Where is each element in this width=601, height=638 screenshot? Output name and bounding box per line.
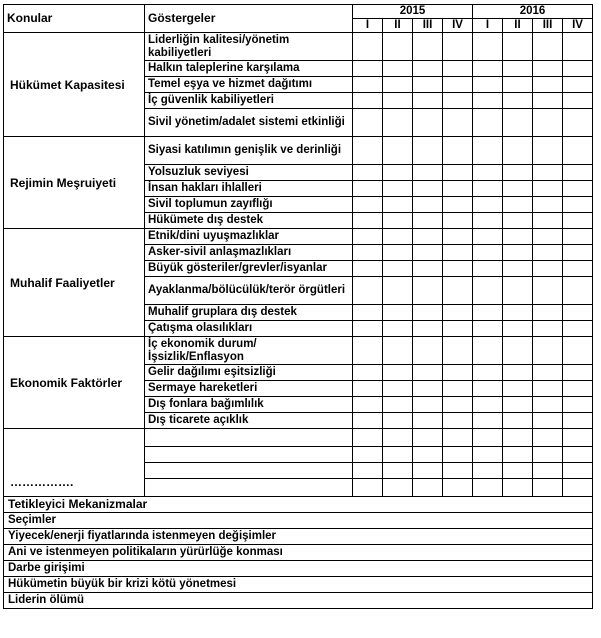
quarter-cell[interactable] (353, 277, 383, 305)
quarter-cell[interactable] (473, 165, 503, 181)
quarter-cell[interactable] (533, 197, 563, 213)
quarter-cell[interactable] (503, 137, 533, 165)
quarter-cell[interactable] (413, 181, 443, 197)
quarter-cell[interactable] (383, 197, 413, 213)
quarter-cell[interactable] (503, 77, 533, 93)
quarter-cell[interactable] (563, 381, 593, 397)
quarter-cell[interactable] (383, 305, 413, 321)
quarter-cell[interactable] (413, 413, 443, 429)
quarter-cell[interactable] (473, 245, 503, 261)
header-indicators: Göstergeler (145, 5, 353, 33)
topic-label: Hükümet Kapasitesi (4, 33, 145, 137)
indicator-row (4, 429, 593, 447)
quarter-cell[interactable] (353, 413, 383, 429)
quarter-cell[interactable] (503, 463, 533, 479)
indicator-label: Sivil toplumun zayıflığı (145, 197, 353, 213)
quarter-cell[interactable] (383, 61, 413, 77)
quarter-cell[interactable] (353, 261, 383, 277)
indicator-label: Yolsuzluk seviyesi (145, 165, 353, 181)
quarter-cell[interactable] (383, 321, 413, 337)
trigger-item: Ani ve istenmeyen politikaların yürürlüğe konması (4, 545, 593, 561)
indicator-label: Muhalif gruplara dış destek (145, 305, 353, 321)
quarter-cell[interactable] (473, 305, 503, 321)
quarter-cell[interactable] (383, 397, 413, 413)
quarter-cell[interactable] (413, 365, 443, 381)
quarter-cell[interactable] (353, 77, 383, 93)
quarter-cell[interactable] (353, 213, 383, 229)
indicator-label: Dış ticarete açıklık (145, 413, 353, 429)
quarter-cell[interactable] (383, 213, 413, 229)
quarter-cell[interactable] (353, 447, 383, 463)
quarter-header: III (413, 19, 443, 33)
quarter-cell[interactable] (503, 165, 533, 181)
quarter-cell[interactable] (563, 463, 593, 479)
quarter-cell[interactable] (353, 181, 383, 197)
quarter-cell[interactable] (353, 321, 383, 337)
quarter-cell[interactable] (353, 109, 383, 137)
quarter-cell[interactable] (533, 229, 563, 245)
trigger-item: Liderin ölümü (4, 593, 593, 609)
quarter-cell[interactable] (443, 429, 473, 447)
indicator-label: Ayaklanma/bölücülük/terör örgütleri (145, 277, 353, 305)
quarter-cell[interactable] (473, 381, 503, 397)
indicator-label: Hükümete dış destek (145, 213, 353, 229)
topic-label: Rejimin Meşruiyeti (4, 137, 145, 229)
indicator-label: Sermaye hareketleri (145, 381, 353, 397)
quarter-cell[interactable] (353, 305, 383, 321)
quarter-cell[interactable] (533, 165, 563, 181)
trigger-item: Seçimler (4, 513, 593, 529)
quarter-cell[interactable] (413, 93, 443, 109)
header-year-2015: 2015 (353, 5, 473, 19)
quarter-cell[interactable] (443, 479, 473, 497)
header-year-2016: 2016 (473, 5, 593, 19)
quarter-cell[interactable] (443, 305, 473, 321)
quarter-cell[interactable] (473, 447, 503, 463)
quarter-cell[interactable] (443, 229, 473, 245)
quarter-cell[interactable] (353, 381, 383, 397)
quarter-cell[interactable] (563, 181, 593, 197)
trigger-row (4, 561, 593, 577)
quarter-cell[interactable] (353, 479, 383, 497)
quarter-cell[interactable] (563, 261, 593, 277)
quarter-cell[interactable] (413, 33, 443, 61)
quarter-cell[interactable] (533, 277, 563, 305)
quarter-cell[interactable] (353, 337, 383, 365)
quarter-cell[interactable] (473, 197, 503, 213)
quarter-cell[interactable] (413, 337, 443, 365)
quarter-header: II (383, 19, 413, 33)
trigger-item: Hükümetin büyük bir krizi kötü yönetmesi (4, 577, 593, 593)
quarter-cell[interactable] (383, 479, 413, 497)
quarter-cell[interactable] (473, 429, 503, 447)
quarter-cell[interactable] (413, 61, 443, 77)
quarter-cell[interactable] (413, 109, 443, 137)
quarter-header: I (353, 19, 383, 33)
quarter-cell[interactable] (443, 213, 473, 229)
quarter-cell[interactable] (533, 365, 563, 381)
quarter-cell[interactable] (353, 429, 383, 447)
quarter-cell[interactable] (563, 321, 593, 337)
quarter-cell[interactable] (563, 245, 593, 261)
quarter-cell[interactable] (563, 229, 593, 245)
quarter-cell[interactable] (383, 165, 413, 181)
quarter-cell[interactable] (443, 397, 473, 413)
quarter-header: III (533, 19, 563, 33)
quarter-cell[interactable] (413, 245, 443, 261)
quarter-cell[interactable] (533, 479, 563, 497)
trigger-row (4, 545, 593, 561)
indicator-label: Liderliğin kalitesi/yönetim kabiliyetleri (145, 33, 353, 61)
quarter-cell[interactable] (503, 365, 533, 381)
quarter-cell[interactable] (383, 381, 413, 397)
quarter-cell[interactable] (473, 261, 503, 277)
quarter-cell[interactable] (473, 77, 503, 93)
quarter-cell[interactable] (533, 447, 563, 463)
indicator-label (145, 479, 353, 497)
quarter-cell[interactable] (353, 397, 383, 413)
indicator-label: Temel eşya ve hizmet dağıtımı (145, 77, 353, 93)
quarter-cell[interactable] (353, 33, 383, 61)
quarter-cell[interactable] (563, 77, 593, 93)
indicator-label: Siyasi katılımın genişlik ve derinliği (145, 137, 353, 165)
quarter-cell[interactable] (503, 413, 533, 429)
quarter-cell[interactable] (563, 397, 593, 413)
quarter-cell[interactable] (533, 337, 563, 365)
quarter-cell[interactable] (383, 447, 413, 463)
quarter-cell[interactable] (353, 197, 383, 213)
quarter-cell[interactable] (383, 429, 413, 447)
quarter-cell[interactable] (503, 447, 533, 463)
quarter-cell[interactable] (503, 337, 533, 365)
quarter-cell[interactable] (563, 93, 593, 109)
quarter-cell[interactable] (353, 245, 383, 261)
quarter-cell[interactable] (533, 213, 563, 229)
quarter-cell[interactable] (353, 61, 383, 77)
indicator-label: Asker-sivil anlaşmazlıkları (145, 245, 353, 261)
quarter-cell[interactable] (533, 245, 563, 261)
quarter-cell[interactable] (443, 197, 473, 213)
quarter-cell[interactable] (473, 229, 503, 245)
indicator-label (145, 463, 353, 479)
topic-label: ……………. (4, 429, 145, 497)
quarter-cell[interactable] (563, 33, 593, 61)
quarter-cell[interactable] (503, 229, 533, 245)
quarter-cell[interactable] (443, 277, 473, 305)
quarter-cell[interactable] (563, 213, 593, 229)
quarter-cell[interactable] (443, 61, 473, 77)
indicator-label (145, 429, 353, 447)
quarter-cell[interactable] (443, 93, 473, 109)
quarter-cell[interactable] (413, 77, 443, 93)
indicator-label: İnsan hakları ihlalleri (145, 181, 353, 197)
quarter-cell[interactable] (443, 77, 473, 93)
quarter-cell[interactable] (413, 277, 443, 305)
quarter-cell[interactable] (413, 305, 443, 321)
quarter-cell[interactable] (533, 33, 563, 61)
quarter-cell[interactable] (503, 93, 533, 109)
indicator-row (4, 229, 593, 245)
quarter-cell[interactable] (563, 447, 593, 463)
quarter-cell[interactable] (503, 261, 533, 277)
quarter-cell[interactable] (443, 33, 473, 61)
quarter-cell[interactable] (443, 109, 473, 137)
quarter-cell[interactable] (533, 463, 563, 479)
quarter-cell[interactable] (383, 77, 413, 93)
quarter-cell[interactable] (473, 413, 503, 429)
indicator-label: İç güvenlik kabiliyetleri (145, 93, 353, 109)
quarter-cell[interactable] (383, 365, 413, 381)
quarter-cell[interactable] (533, 61, 563, 77)
quarter-cell[interactable] (533, 93, 563, 109)
indicator-label: Halkın taleplerine karşılama (145, 61, 353, 77)
quarter-cell[interactable] (563, 165, 593, 181)
quarter-cell[interactable] (383, 245, 413, 261)
indicator-label: Dış fonlara bağımlılık (145, 397, 353, 413)
quarter-cell[interactable] (443, 321, 473, 337)
quarter-cell[interactable] (503, 245, 533, 261)
quarter-cell[interactable] (413, 229, 443, 245)
quarter-cell[interactable] (563, 61, 593, 77)
quarter-cell[interactable] (383, 33, 413, 61)
quarter-cell[interactable] (443, 337, 473, 365)
quarter-cell[interactable] (413, 397, 443, 413)
quarter-cell[interactable] (413, 479, 443, 497)
quarter-cell[interactable] (533, 305, 563, 321)
quarter-cell[interactable] (353, 93, 383, 109)
indicator-label: İç ekonomik durum/İşsizlik/Enflasyon (145, 337, 353, 365)
quarter-cell[interactable] (503, 197, 533, 213)
quarter-cell[interactable] (563, 337, 593, 365)
quarter-cell[interactable] (473, 463, 503, 479)
indicator-row (4, 33, 593, 61)
quarter-cell[interactable] (353, 137, 383, 165)
quarter-cell[interactable] (503, 479, 533, 497)
quarter-cell[interactable] (503, 109, 533, 137)
quarter-cell[interactable] (563, 109, 593, 137)
quarter-cell[interactable] (533, 321, 563, 337)
quarter-cell[interactable] (383, 93, 413, 109)
quarter-cell[interactable] (353, 365, 383, 381)
quarter-cell[interactable] (413, 429, 443, 447)
quarter-cell[interactable] (353, 463, 383, 479)
quarter-cell[interactable] (413, 447, 443, 463)
quarter-cell[interactable] (413, 463, 443, 479)
quarter-cell[interactable] (413, 213, 443, 229)
indicator-label (145, 447, 353, 463)
quarter-cell[interactable] (503, 277, 533, 305)
quarter-cell[interactable] (503, 429, 533, 447)
quarter-cell[interactable] (383, 413, 413, 429)
quarter-cell[interactable] (563, 277, 593, 305)
trigger-item: Yiyecek/enerji fiyatlarında istenmeyen değişimler (4, 529, 593, 545)
quarter-cell[interactable] (563, 413, 593, 429)
quarter-cell[interactable] (473, 321, 503, 337)
quarter-cell[interactable] (503, 61, 533, 77)
quarter-cell[interactable] (413, 261, 443, 277)
topic-label: Muhalif Faaliyetler (4, 229, 145, 337)
quarter-cell[interactable] (443, 413, 473, 429)
quarter-cell[interactable] (503, 33, 533, 61)
quarter-cell[interactable] (383, 463, 413, 479)
indicator-label: Gelir dağılımı eşitsizliği (145, 365, 353, 381)
topic-label: Ekonomik Faktörler (4, 337, 145, 429)
quarter-cell[interactable] (443, 463, 473, 479)
quarter-cell[interactable] (473, 213, 503, 229)
quarter-cell[interactable] (503, 305, 533, 321)
quarter-cell[interactable] (473, 365, 503, 381)
quarter-cell[interactable] (503, 181, 533, 197)
header-topics: Konular (4, 5, 145, 33)
quarter-cell[interactable] (533, 181, 563, 197)
quarter-cell[interactable] (533, 137, 563, 165)
indicator-label: Çatışma olasılıkları (145, 321, 353, 337)
quarter-header: IV (443, 19, 473, 33)
quarter-cell[interactable] (563, 479, 593, 497)
quarter-cell[interactable] (353, 165, 383, 181)
quarter-cell[interactable] (473, 33, 503, 61)
indicator-label: Sivil yönetim/adalet sistemi etkinliği (145, 109, 353, 137)
quarter-cell[interactable] (533, 381, 563, 397)
trigger-row (4, 593, 593, 609)
quarter-cell[interactable] (473, 61, 503, 77)
quarter-cell[interactable] (383, 109, 413, 137)
quarter-cell[interactable] (533, 77, 563, 93)
quarter-cell[interactable] (503, 213, 533, 229)
quarter-cell[interactable] (443, 245, 473, 261)
quarter-cell[interactable] (443, 137, 473, 165)
trigger-item: Darbe girişimi (4, 561, 593, 577)
quarter-cell[interactable] (383, 229, 413, 245)
quarter-cell[interactable] (503, 397, 533, 413)
quarter-cell[interactable] (503, 381, 533, 397)
quarter-cell[interactable] (413, 165, 443, 181)
quarter-cell[interactable] (473, 137, 503, 165)
quarter-cell[interactable] (473, 181, 503, 197)
trigger-row (4, 577, 593, 593)
quarter-cell[interactable] (533, 109, 563, 137)
quarter-cell[interactable] (533, 413, 563, 429)
indicator-label: Etnik/dini uyuşmazlıklar (145, 229, 353, 245)
quarter-cell[interactable] (443, 447, 473, 463)
quarter-cell[interactable] (533, 261, 563, 277)
quarter-cell[interactable] (413, 137, 443, 165)
quarter-header: IV (563, 19, 593, 33)
quarter-cell[interactable] (533, 429, 563, 447)
indicator-row (4, 337, 593, 365)
quarter-cell[interactable] (563, 429, 593, 447)
quarter-cell[interactable] (413, 321, 443, 337)
quarter-cell[interactable] (443, 165, 473, 181)
quarter-cell[interactable] (503, 321, 533, 337)
quarter-cell[interactable] (443, 181, 473, 197)
quarter-cell[interactable] (473, 109, 503, 137)
quarter-cell[interactable] (473, 93, 503, 109)
indicator-label: Büyük gösteriler/grevler/isyanlar (145, 261, 353, 277)
quarter-cell[interactable] (473, 277, 503, 305)
quarter-cell[interactable] (533, 397, 563, 413)
quarter-cell[interactable] (443, 365, 473, 381)
quarter-cell[interactable] (473, 397, 503, 413)
quarter-cell[interactable] (473, 479, 503, 497)
triggers-title: Tetikleyici Mekanizmalar (4, 497, 593, 513)
quarter-cell[interactable] (383, 181, 413, 197)
quarter-cell[interactable] (563, 197, 593, 213)
indicator-table (3, 4, 593, 609)
quarter-cell[interactable] (383, 337, 413, 365)
quarter-cell[interactable] (413, 197, 443, 213)
quarter-cell[interactable] (443, 261, 473, 277)
indicator-row (4, 137, 593, 165)
quarter-header: I (473, 19, 503, 33)
quarter-cell[interactable] (563, 305, 593, 321)
quarter-cell[interactable] (383, 277, 413, 305)
quarter-cell[interactable] (563, 365, 593, 381)
trigger-row (4, 529, 593, 545)
quarter-cell[interactable] (563, 137, 593, 165)
quarter-cell[interactable] (383, 261, 413, 277)
quarter-cell[interactable] (413, 381, 443, 397)
quarter-cell[interactable] (443, 381, 473, 397)
trigger-row (4, 513, 593, 529)
quarter-header: II (503, 19, 533, 33)
quarter-cell[interactable] (473, 337, 503, 365)
quarter-cell[interactable] (383, 137, 413, 165)
quarter-cell[interactable] (353, 229, 383, 245)
